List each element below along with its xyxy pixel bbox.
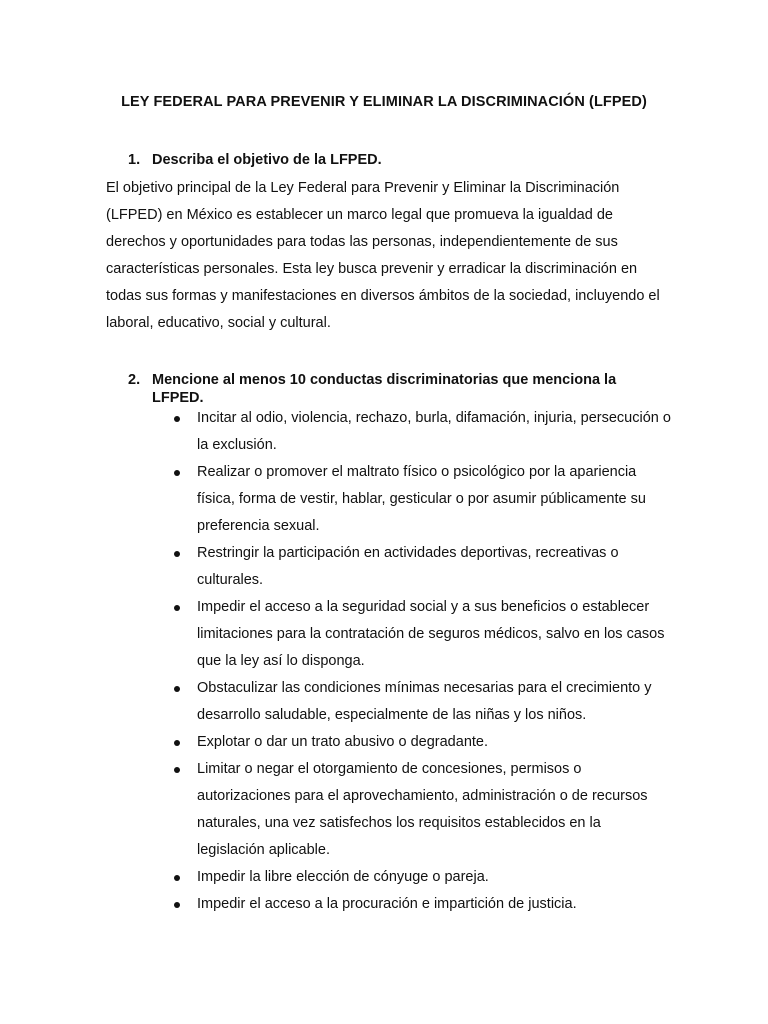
question-2-number: 2.	[128, 372, 141, 388]
list-item	[172, 729, 672, 756]
list-item-text: Incitar al odio, violencia, rechazo, burla, difamación, injuria, persecución o la exclusión.	[197, 410, 671, 453]
bullet-icon	[174, 767, 180, 773]
list-item	[172, 459, 672, 540]
bullet-icon	[174, 470, 180, 476]
list-item	[172, 540, 672, 594]
list-item-text: Limitar o negar el otorgamiento de concesiones, permisos o autorizaciones para el aprovechamiento, administración o de recursos naturales, una vez satisfechos los requisitos establecidos en la legislación aplicable.	[197, 761, 648, 858]
list-item	[172, 405, 672, 459]
list-item	[172, 891, 672, 918]
bullet-icon	[174, 875, 180, 881]
document-title: LEY FEDERAL PARA PREVENIR Y ELIMINAR LA DISCRIMINACIÓN (LFPED)	[121, 94, 647, 110]
bullet-icon	[174, 416, 180, 422]
bullet-icon	[174, 902, 180, 908]
bullet-icon	[174, 740, 180, 746]
list-item-text: Explotar o dar un trato abusivo o degradante.	[197, 734, 488, 750]
bullet-icon	[174, 551, 180, 557]
bullet-icon	[174, 605, 180, 611]
question-1-number: 1.	[128, 152, 141, 168]
question-2-text: Mencione al menos 10 conductas discriminatorias que menciona la LFPED.	[152, 372, 617, 406]
list-item	[172, 675, 672, 729]
bullet-icon	[174, 686, 180, 692]
question-1-text: Describa el objetivo de la LFPED.	[152, 152, 382, 168]
list-item-text: Restringir la participación en actividades deportivas, recreativas o culturales.	[197, 545, 619, 588]
list-item-text: Impedir la libre elección de cónyuge o pareja.	[197, 869, 489, 885]
list-item-text: Realizar o promover el maltrato físico o psicológico por la apariencia física, forma de vestir, hablar, gesticular o por asumir públicamente su preferencia sexual.	[197, 464, 646, 534]
list-item	[172, 756, 672, 864]
question-1-heading	[128, 151, 668, 169]
list-item-text: Impedir el acceso a la seguridad social y a sus beneficios o establecer limitaciones para la contratación de seguros médicos, salvo en los casos que la ley así lo disponga.	[197, 599, 665, 669]
list-item	[172, 864, 672, 891]
list-item-text: Impedir el acceso a la procuración e impartición de justicia.	[197, 896, 577, 912]
discriminatory-conduct-list	[172, 405, 672, 918]
list-item-text: Obstaculizar las condiciones mínimas necesarias para el crecimiento y desarrollo saludable, especialmente de las niñas y los niños.	[197, 680, 652, 723]
question-1-answer: El objetivo principal de la Ley Federal para Prevenir y Eliminar la Discriminación (LFPED) en México es establecer un marco legal que promueva la igualdad de derechos y oportunidades para todas las personas, independientemente de sus características personales. Esta ley busca prevenir y erradicar la discriminación en todas sus formas y manifestaciones en diversos ámbitos de la sociedad, incluyendo el laboral, educativo, social y cultural.	[106, 180, 660, 331]
list-item	[172, 594, 672, 675]
question-2-heading	[128, 371, 668, 407]
